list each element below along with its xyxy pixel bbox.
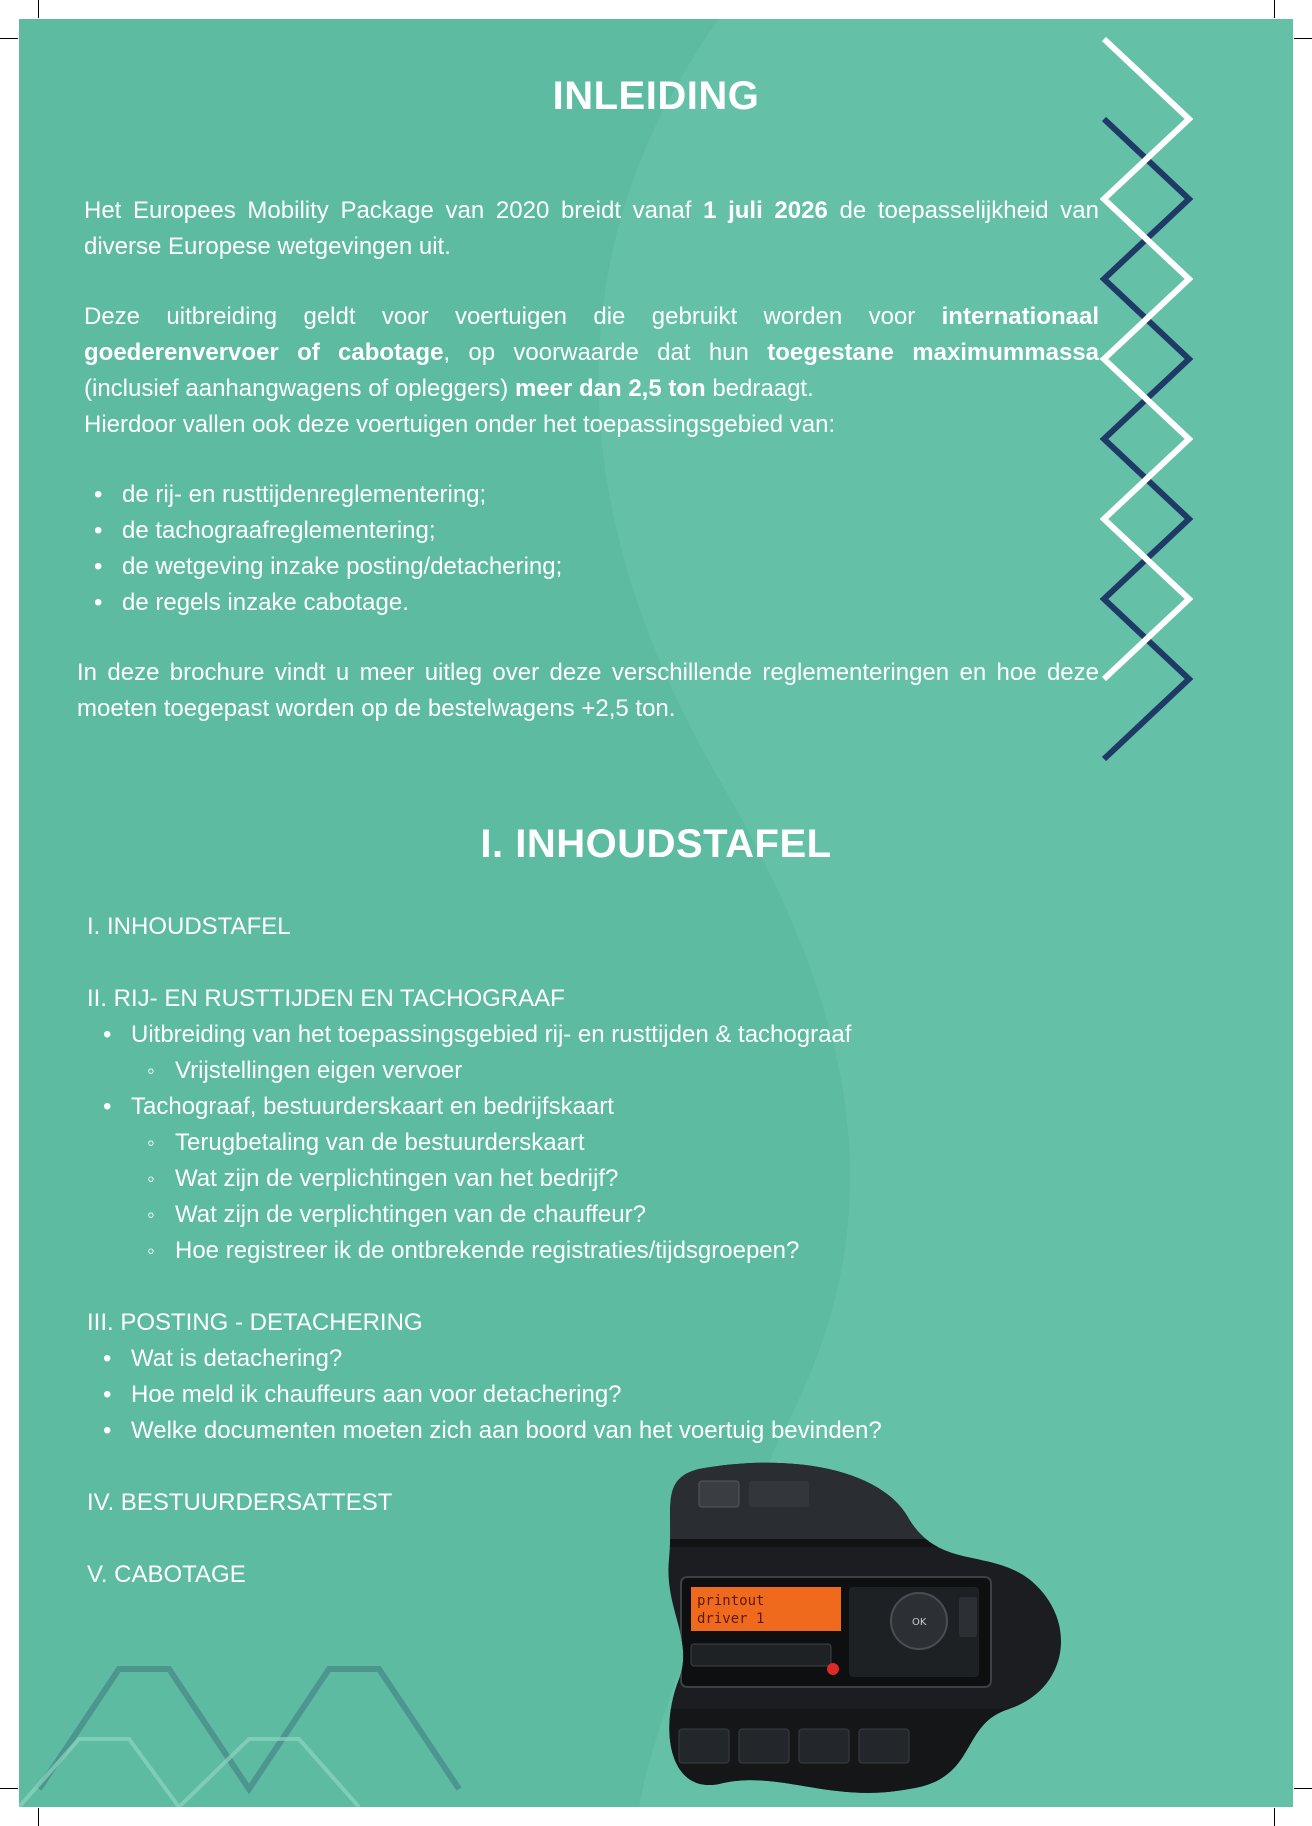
- toc-title: I. INHOUDSTAFEL: [480, 822, 832, 866]
- list-item: • de tachograafreglementering;: [84, 513, 1099, 549]
- list-item: • de rij- en rusttijdenreglementering;: [84, 477, 1099, 513]
- intro-title: INLEIDING: [552, 74, 760, 118]
- toc-subitem[interactable]: ◦ Terugbetaling van de bestuurderskaart: [87, 1125, 1087, 1161]
- toc-item[interactable]: • Wat is detachering?: [87, 1341, 1087, 1377]
- toc-subitem[interactable]: ◦ Hoe registreer ik de ontbrekende registraties/tijdsgroepen?: [87, 1233, 1087, 1269]
- list-item: • de regels inzake cabotage.: [84, 585, 1099, 621]
- intro-closing: In deze brochure vindt u meer uitleg over deze verschillende reglementeringen en hoe deze moeten toegepast worden op de bestelwagens +2,5 ton.: [77, 659, 1099, 722]
- crop-mark: [1274, 1808, 1275, 1826]
- crop-mark: [1274, 0, 1275, 18]
- crop-mark: [38, 0, 39, 18]
- list-item: • de wetgeving inzake posting/detachering;: [84, 549, 1099, 585]
- crop-mark: [0, 38, 18, 39]
- ok-button-label: OK: [912, 1617, 927, 1628]
- intro-paragraph-2: Deze uitbreiding geldt voor voertuigen die gebruikt worden voor internationaal goederenvervoer of cabotage, op voorwaarde dat hun toegestane maximummassa (inclusief aanhangwagens of opleggers) meer dan 2,5 ton bedraagt.: [84, 303, 1099, 402]
- toc-item[interactable]: • Tachograaf, bestuurderskaart en bedrijfskaart: [87, 1089, 1087, 1125]
- toc-item[interactable]: • Welke documenten moeten zich aan boord van het voertuig bevinden?: [87, 1413, 1087, 1449]
- toc-item[interactable]: • Hoe meld ik chauffeurs aan voor detachering?: [87, 1377, 1087, 1413]
- crop-mark: [38, 1808, 39, 1826]
- intro-paragraph-3: Hierdoor vallen ook deze voertuigen onder het toepassingsgebied van:: [84, 411, 836, 438]
- toc-section-2[interactable]: II. RIJ- EN RUSTTIJDEN EN TACHOGRAAF: [87, 985, 565, 1012]
- intro-text: [77, 193, 1099, 727]
- crop-mark: [1294, 1788, 1312, 1789]
- toc-section-3-list: [87, 1341, 1087, 1449]
- crop-mark: [0, 1788, 18, 1789]
- toc-section-4[interactable]: IV. BESTUURDERSATTEST: [87, 1489, 393, 1516]
- scope-list: [84, 477, 1099, 621]
- tachograph-display-line-1: printout: [697, 1593, 765, 1609]
- toc-subitem[interactable]: ◦ Wat zijn de verplichtingen van het bedrijf?: [87, 1161, 1087, 1197]
- brochure-page: [19, 19, 1293, 1807]
- bottom-zigzag: [39, 1669, 459, 1789]
- tachograph-photo: [659, 1459, 1079, 1799]
- toc-item[interactable]: • Uitbreiding van het toepassingsgebied rij- en rusttijden & tachograaf: [87, 1017, 1087, 1053]
- crop-mark: [1294, 38, 1312, 39]
- bottom-zigzag-light: [19, 1739, 359, 1807]
- intro-paragraph-1: Het Europees Mobility Package van 2020 breidt vanaf 1 juli 2026 de toepasselijkheid van diverse Europese wetgevingen uit.: [84, 197, 1099, 260]
- toc-subitem[interactable]: ◦ Wat zijn de verplichtingen van de chauffeur?: [87, 1197, 1087, 1233]
- toc-section-5[interactable]: V. CABOTAGE: [87, 1561, 246, 1588]
- tachograph-display-line-2: driver 1: [697, 1611, 765, 1627]
- toc-section-1[interactable]: I. INHOUDSTAFEL: [87, 913, 291, 940]
- toc-section-3[interactable]: III. POSTING - DETACHERING: [87, 1309, 423, 1336]
- toc-section-2-list: [87, 1017, 1087, 1269]
- toc-subitem[interactable]: ◦ Vrijstellingen eigen vervoer: [87, 1053, 1087, 1089]
